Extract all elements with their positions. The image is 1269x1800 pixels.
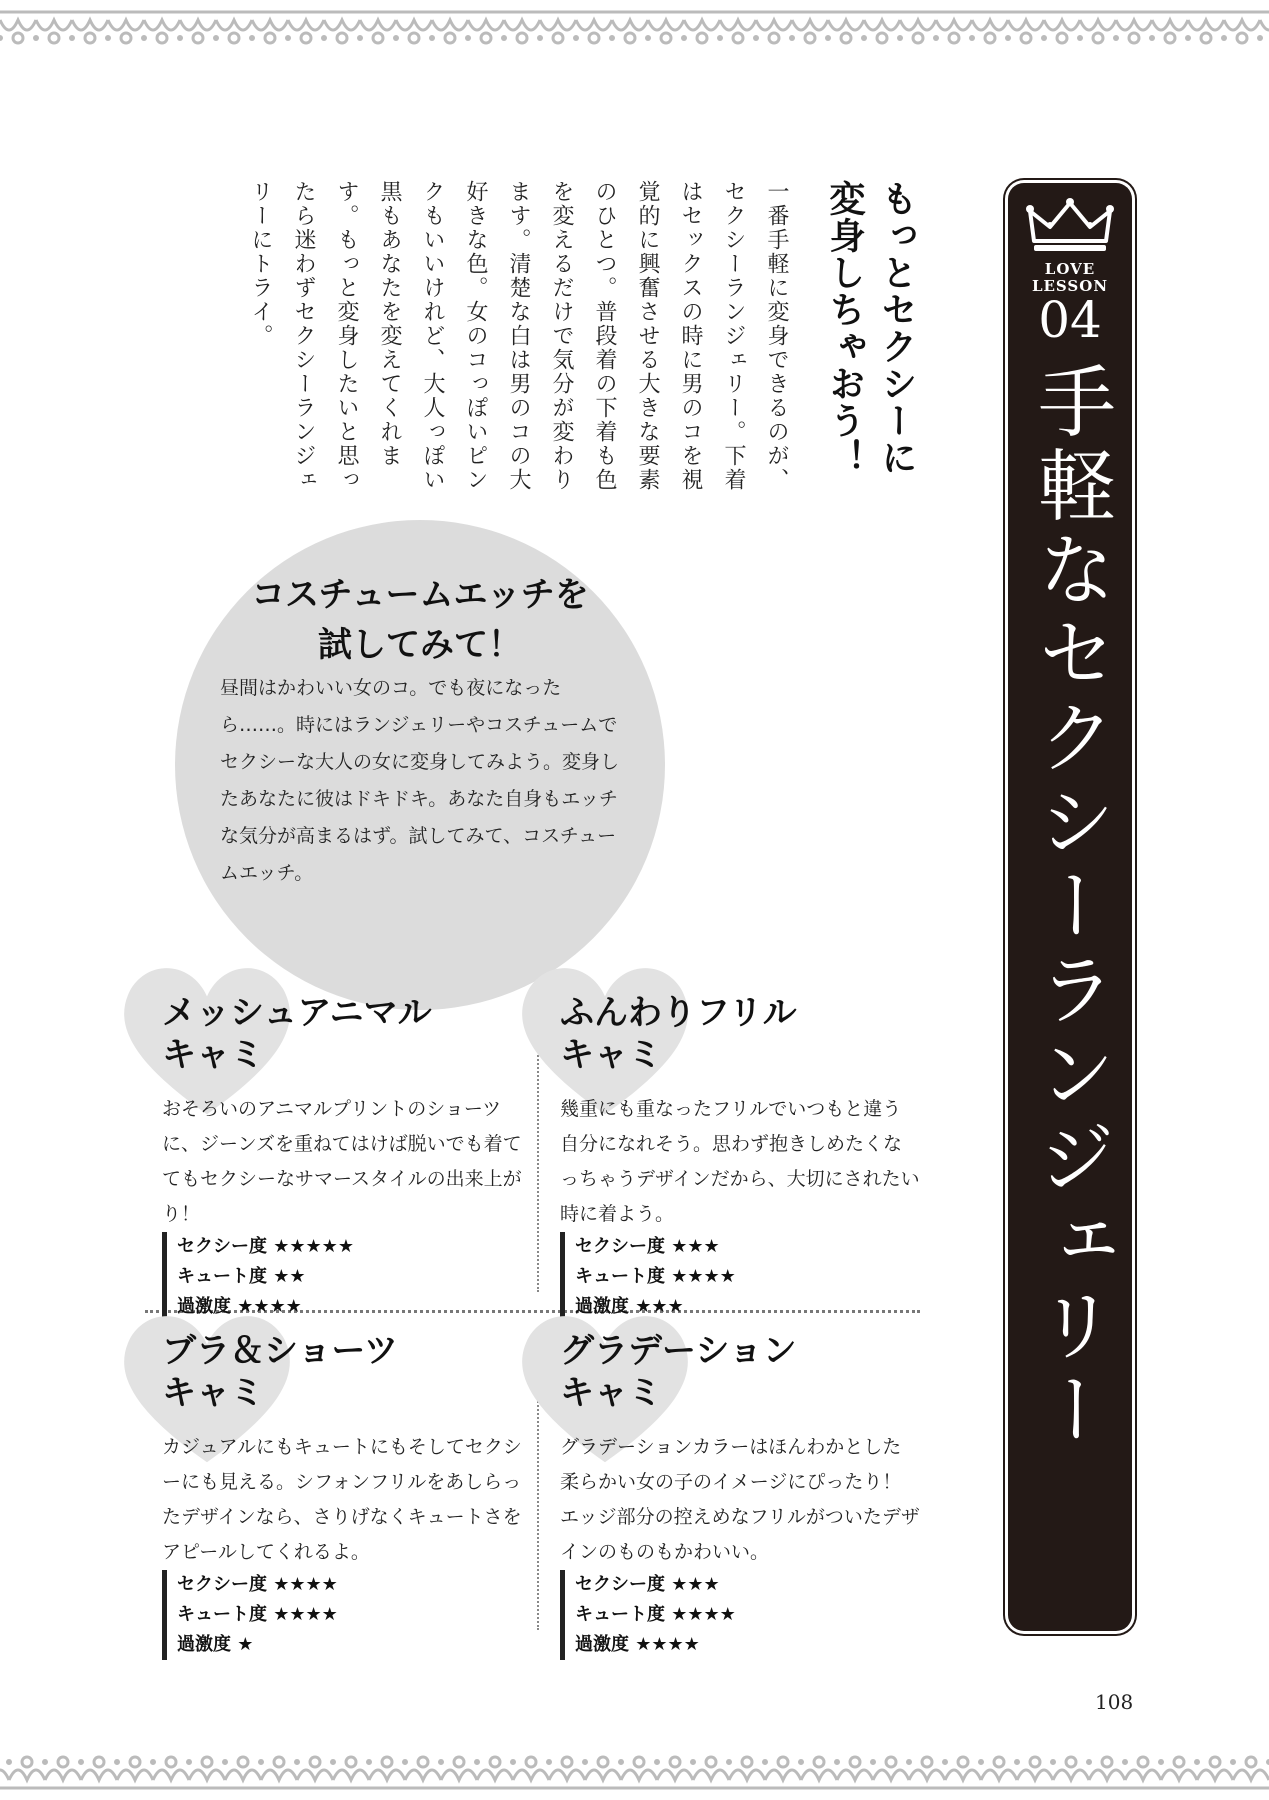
- circle-title-line2: 試してみて！: [318, 625, 522, 665]
- circle-title: [175, 570, 665, 670]
- card-description: カジュアルにもキュートにもそしてセクシーにも見える。シフォンフリルをあしらったデザインなら、さりげなくキュートさをアピールしてくれるよ。: [162, 1436, 522, 1563]
- lesson-title-banner: [1008, 183, 1132, 1631]
- lace-border-top: [0, 0, 1269, 60]
- lace-border-bottom: [0, 1740, 1269, 1800]
- rating-cute: キュート度 ★★★★: [575, 1604, 736, 1625]
- card-title: メッシュアニマル キャミ: [162, 993, 432, 1075]
- lesson-number: 04: [1038, 291, 1102, 349]
- rating-cute: キュート度 ★★★★: [177, 1604, 338, 1625]
- card-description: おそろいのアニマルプリントのショーツに、ジーンズを重ねてはけば脱いでも着ててもセクシーなサマースタイルの出来上がり！: [162, 1098, 522, 1225]
- rating-extreme: 過激度 ★★★: [575, 1296, 684, 1317]
- item-card-bra-shorts: [112, 1330, 522, 1655]
- card-ratings: [162, 1570, 338, 1660]
- costume-circle: [175, 520, 665, 1010]
- card-description: 幾重にも重なったフリルでいつもと違う自分になれそう。思わず抱きしめたくなっちゃうデザインだから、大切にされたい時に着よう。: [560, 1098, 920, 1225]
- rating-extreme: 過激度 ★: [177, 1634, 254, 1655]
- rating-sexy: セクシー度 ★★★★★: [177, 1236, 354, 1257]
- rating-extreme: 過激度 ★★★★: [177, 1296, 302, 1317]
- rating-cute: キュート度 ★★: [177, 1266, 306, 1287]
- rating-extreme: 過激度 ★★★★: [575, 1634, 700, 1655]
- love-lesson-label: [1008, 261, 1132, 295]
- intro-subhead: もっとセクシーに変身しちゃおう！: [824, 180, 917, 476]
- rating-sexy: セクシー度 ★★★: [575, 1236, 720, 1257]
- card-title: ブラ＆ショーツ キャミ: [162, 1331, 398, 1413]
- item-card-fluffy-frill: [510, 992, 920, 1317]
- card-description: グラデーションカラーはほんわかとした柔らかい女の子のイメージにぴったり！エッジ部分の控えめなフリルがついたデザインのものもかわいい。: [560, 1436, 920, 1563]
- love-label-line2: LESSON: [1031, 277, 1109, 295]
- card-title: グラデーション キャミ: [560, 1331, 797, 1413]
- rating-sexy: セクシー度 ★★★: [575, 1574, 720, 1595]
- item-card-mesh-animal: [112, 992, 522, 1317]
- rating-sexy: セクシー度 ★★★★: [177, 1574, 338, 1595]
- card-ratings: [560, 1570, 736, 1660]
- card-title: ふんわりフリル キャミ: [560, 993, 797, 1075]
- love-label-line1: LOVE: [1044, 260, 1096, 278]
- circle-title-line1: コスチュームエッチを: [251, 575, 589, 615]
- intro-body: 一番手軽に変身できるのが、セクシーランジェリー。下着はセックスの時に男のコを視覚的に興奮させる大きな要素のひとつ。普段着の下着も色を変えるだけで気分が変わります。清楚な白は男のコの大好きな色。女のコっぽいピンクもいいけれど、大人っぽい黒もあなたを変えてくれます。もっと変身したいと思ったら迷わずセクシーランジェリーにトライ。: [248, 180, 789, 492]
- circle-body: 昼間はかわいい女のコ。でも夜になったら……。時にはランジェリーやコスチュームでセクシーな大人の女に変身してみよう。変身したあなたに彼はドキドキ。あなた自身もエッチな気分が高まるはず。試してみて、コスチュームエッチ。: [220, 677, 620, 884]
- item-card-gradation: [510, 1330, 920, 1655]
- page-number: 108: [1095, 1690, 1134, 1714]
- page-title: 手軽なセクシーランジェリー: [1025, 361, 1115, 1453]
- rating-cute: キュート度 ★★★★: [575, 1266, 736, 1287]
- crown-icon: [1026, 197, 1114, 255]
